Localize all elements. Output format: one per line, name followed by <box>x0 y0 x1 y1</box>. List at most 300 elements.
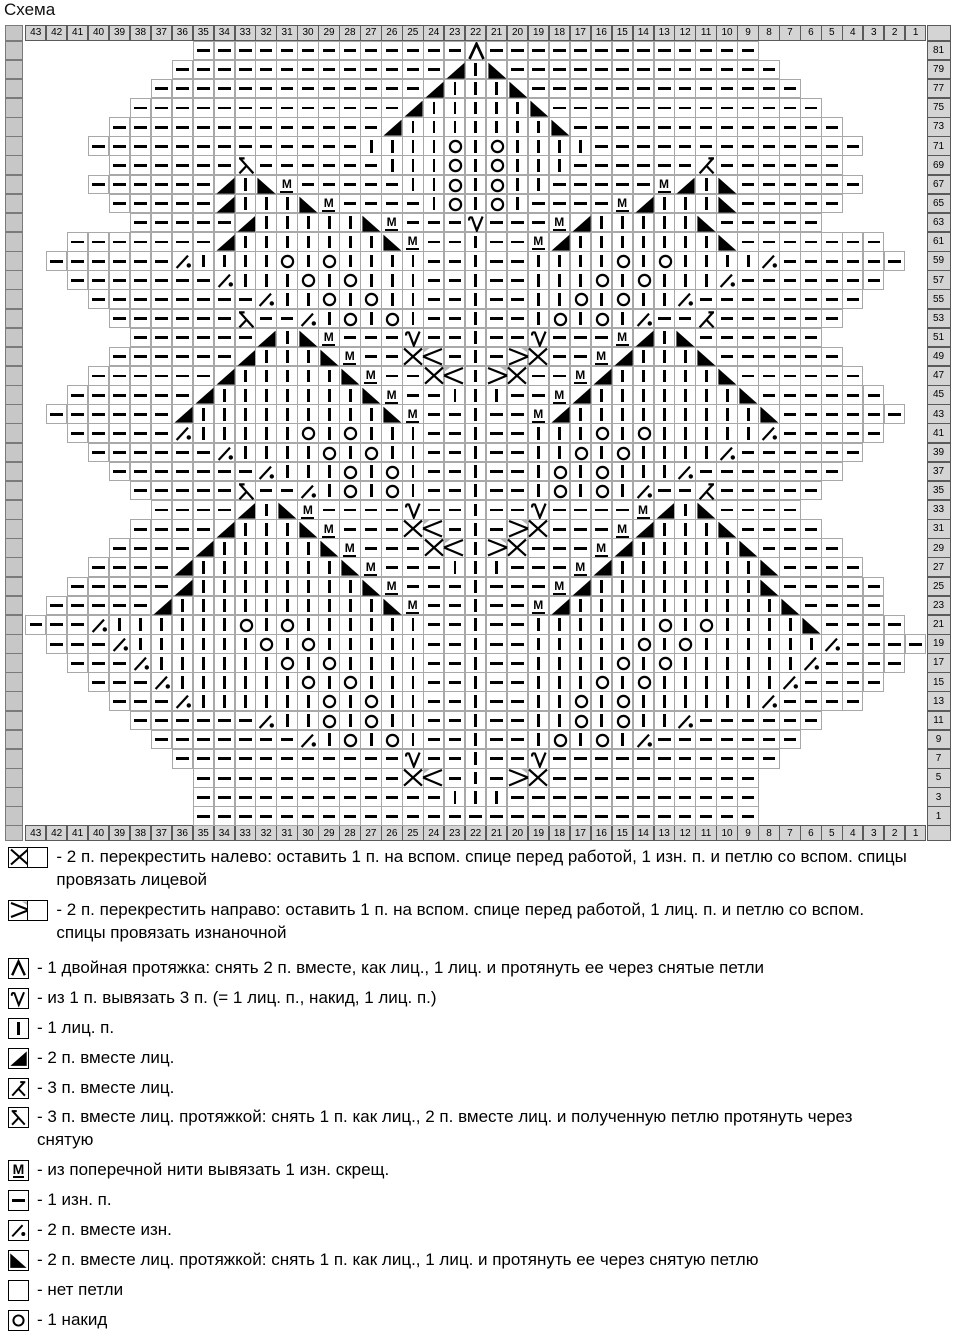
chart-cell <box>633 309 654 329</box>
purl-symbol <box>155 145 168 148</box>
chart-cell <box>528 538 549 558</box>
knit-symbol <box>495 121 498 134</box>
knit-symbol <box>537 312 540 325</box>
chart-cell <box>318 366 339 386</box>
chart-cell <box>339 577 360 597</box>
knit-symbol <box>391 446 394 459</box>
knit-symbol <box>474 580 477 593</box>
purl-symbol <box>71 643 84 646</box>
purl-symbol <box>679 68 692 71</box>
chart-cell <box>276 768 297 788</box>
purl-symbol <box>176 451 189 454</box>
chart-cell <box>381 117 402 137</box>
yarn-over-symbol <box>655 616 676 635</box>
chart-cell <box>674 423 695 443</box>
purl-symbol <box>407 547 420 550</box>
knit-symbol <box>474 772 477 785</box>
purl-symbol <box>490 509 503 512</box>
knit-symbol <box>181 657 184 670</box>
edge-cell <box>5 691 23 711</box>
purl-symbol <box>742 738 755 741</box>
column-number: 42 <box>46 825 67 841</box>
chart-cell <box>842 289 863 309</box>
knit-symbol <box>265 542 268 555</box>
purl-symbol <box>365 202 378 205</box>
purl-symbol <box>344 528 357 531</box>
chart-cell <box>67 270 88 290</box>
purl-symbol <box>595 107 608 110</box>
chart-cell <box>88 557 109 577</box>
crossing-box <box>507 519 549 538</box>
chart-cell <box>172 615 193 635</box>
chart-cell <box>674 481 695 501</box>
chart-cell <box>444 328 465 348</box>
chart-cell <box>612 806 633 826</box>
chart-cell <box>297 213 318 233</box>
purl-symbol <box>511 623 524 626</box>
chart-cell <box>716 289 737 309</box>
chart-cell <box>318 768 339 788</box>
chart-cell <box>800 117 821 137</box>
chart-cell <box>654 194 675 214</box>
row-number: 27 <box>927 557 951 577</box>
chart-cell <box>339 117 360 137</box>
chart-cell <box>423 98 444 118</box>
knit-symbol <box>642 236 645 249</box>
purl-symbol <box>407 815 420 818</box>
chart-cell <box>109 251 130 271</box>
purl-symbol <box>637 777 650 780</box>
purl-symbol <box>239 126 252 129</box>
chart-cell <box>486 653 507 673</box>
yarn-over-symbol <box>592 310 613 329</box>
chart-cell <box>109 347 130 367</box>
purl-symbol <box>637 164 650 167</box>
chart-cell <box>716 691 737 711</box>
chart-cell <box>172 289 193 309</box>
chart-cell <box>549 615 570 635</box>
purl-symbol <box>71 413 84 416</box>
knit-symbol <box>349 618 352 631</box>
purl-symbol <box>532 394 545 397</box>
chart-cell <box>318 462 339 482</box>
chart-cell <box>151 270 172 290</box>
chart-cell <box>758 404 779 424</box>
yarn-over-symbol <box>277 654 298 673</box>
chart-cell <box>591 634 612 654</box>
knit-symbol <box>705 178 708 191</box>
edge-cell <box>5 98 23 118</box>
purl-symbol <box>784 738 797 741</box>
purl-symbol <box>490 413 503 416</box>
legend-item <box>8 1017 956 1040</box>
chart-cell <box>821 691 842 711</box>
skp-symbol <box>717 195 738 214</box>
knit-symbol <box>244 427 247 440</box>
knit-symbol <box>307 236 310 249</box>
chart-cell <box>486 309 507 329</box>
chart-cell <box>758 634 779 654</box>
purl-symbol <box>218 221 231 224</box>
chart-cell <box>549 366 570 386</box>
chart-cell <box>758 538 779 558</box>
skp-symbol <box>675 329 696 348</box>
yarn-over-symbol <box>340 310 361 329</box>
p2tog-symbol <box>152 673 173 692</box>
chart-cell <box>172 79 193 99</box>
yarn-over-symbol <box>675 635 696 654</box>
chart-cell <box>779 270 800 290</box>
chart-cell <box>570 155 591 175</box>
chart-cell <box>507 443 528 463</box>
chart-cell <box>339 289 360 309</box>
knit-symbol <box>663 599 666 612</box>
purl-symbol <box>197 470 210 473</box>
sk2p-symbol <box>236 310 257 329</box>
purl-symbol <box>239 815 252 818</box>
chart-cell <box>633 577 654 597</box>
yarn-over-symbol <box>655 654 676 673</box>
chart-cell <box>276 232 297 252</box>
chart-cell <box>612 41 633 61</box>
chart-cell <box>339 175 360 195</box>
chart-cell <box>276 653 297 673</box>
knit-symbol <box>391 427 394 440</box>
knit-symbol <box>265 676 268 689</box>
chart-cell <box>570 404 591 424</box>
row-number: 75 <box>927 98 951 118</box>
purl-symbol <box>763 317 776 320</box>
chart-cell <box>444 711 465 731</box>
purl-symbol <box>490 700 503 703</box>
chart-cell <box>716 404 737 424</box>
knit-symbol <box>642 695 645 708</box>
chart-cell <box>402 175 423 195</box>
chart-cell <box>695 481 716 501</box>
chart-cell <box>507 385 528 405</box>
chart-cell <box>151 730 172 750</box>
chart-cell <box>255 443 276 463</box>
chart-cell <box>486 481 507 501</box>
chart-cell <box>591 806 612 826</box>
yarn-over-symbol <box>550 463 571 482</box>
chart-cell <box>507 577 528 597</box>
purl-symbol <box>490 623 503 626</box>
purl-symbol <box>407 87 420 90</box>
knit-symbol <box>286 714 289 727</box>
chart-cell <box>737 500 758 520</box>
chart-cell <box>737 672 758 692</box>
knit-symbol <box>286 197 289 210</box>
chart-cell <box>695 577 716 597</box>
chart-cell <box>360 634 381 654</box>
chart-cell <box>758 79 779 99</box>
chart-cell <box>779 347 800 367</box>
knit-symbol <box>579 255 582 268</box>
chart-cell <box>276 175 297 195</box>
chart-cell <box>737 691 758 711</box>
double-decrease-symbol <box>9 959 28 978</box>
knit-symbol <box>349 255 352 268</box>
purl-symbol <box>700 126 713 129</box>
chart-cell <box>339 404 360 424</box>
purl-symbol <box>449 49 462 52</box>
chart-cell <box>381 136 402 156</box>
edge-cell <box>5 711 23 731</box>
chart-cell <box>528 730 549 750</box>
purl-symbol <box>323 509 336 512</box>
row-number: 57 <box>927 270 951 290</box>
chart-cell <box>276 634 297 654</box>
chart-cell <box>507 175 528 195</box>
purl-symbol <box>679 738 692 741</box>
chart-cell <box>255 423 276 443</box>
purl-symbol <box>805 700 818 703</box>
column-number: 37 <box>151 825 172 841</box>
purl-symbol <box>721 815 734 818</box>
chart-cell <box>402 653 423 673</box>
chart-cell <box>549 309 570 329</box>
chart-cell <box>423 500 444 520</box>
chart-cell <box>570 615 591 635</box>
purl-symbol <box>763 298 776 301</box>
chart-cell <box>130 289 151 309</box>
chart-cell <box>549 270 570 290</box>
yarn-over-symbol <box>319 692 340 711</box>
purl-symbol <box>134 719 147 722</box>
purl-symbol <box>805 413 818 416</box>
chart-cell <box>486 404 507 424</box>
column-number: 32 <box>255 825 276 841</box>
I-legend-symbol <box>8 1018 29 1039</box>
chart-cell <box>402 117 423 137</box>
knit-symbol <box>328 618 331 631</box>
edge-cell <box>5 194 23 214</box>
purl-symbol <box>218 49 231 52</box>
knit-symbol <box>537 618 540 631</box>
purl-symbol <box>176 317 189 320</box>
chart-cell <box>800 232 821 252</box>
purl-symbol <box>50 604 63 607</box>
knit-symbol <box>663 676 666 689</box>
chart-cell <box>193 404 214 424</box>
purl-symbol <box>805 260 818 263</box>
chart-cell <box>193 711 214 731</box>
chart-cell <box>444 175 465 195</box>
knit-symbol <box>642 446 645 459</box>
k3tog-symbol <box>9 1079 28 1098</box>
chart-cell <box>423 443 444 463</box>
purl-symbol <box>511 662 524 665</box>
purl-symbol <box>658 796 671 799</box>
chart-cell <box>109 538 130 558</box>
chart-cell <box>528 691 549 711</box>
purl-symbol <box>742 107 755 110</box>
chart-cell <box>381 385 402 405</box>
legend-item <box>8 1159 956 1182</box>
chart-cell <box>528 117 549 137</box>
chart-cell <box>255 481 276 501</box>
knit-symbol <box>265 523 268 536</box>
chart-cell <box>255 596 276 616</box>
chart-cell <box>214 519 235 539</box>
chart-cell <box>465 232 486 252</box>
purl-symbol <box>826 470 839 473</box>
row-number: 77 <box>927 79 951 99</box>
chart-cell <box>297 232 318 252</box>
purl-symbol <box>155 432 168 435</box>
purl-symbol <box>574 68 587 71</box>
purl-symbol <box>281 87 294 90</box>
chart-cell <box>591 749 612 769</box>
chart-cell <box>486 519 507 539</box>
purl-symbol <box>532 49 545 52</box>
row-number: 3 <box>927 787 951 807</box>
chart-cell <box>863 634 884 654</box>
purl-symbol <box>92 451 105 454</box>
chart-cell <box>360 443 381 463</box>
legend-symbol-box <box>8 958 29 979</box>
chart-cell <box>214 711 235 731</box>
purl-symbol <box>490 681 503 684</box>
purl-symbol <box>218 298 231 301</box>
chart-cell <box>67 596 88 616</box>
purl-symbol <box>428 451 441 454</box>
column-number: 33 <box>235 825 256 841</box>
column-number: 13 <box>654 825 675 841</box>
chart-cell <box>402 251 423 271</box>
knit-symbol <box>286 695 289 708</box>
chart-cell <box>255 691 276 711</box>
purl-symbol <box>763 375 776 378</box>
knit-symbol <box>454 389 457 402</box>
knit-symbol <box>621 638 624 651</box>
chart-cell <box>381 404 402 424</box>
chart-cell <box>654 481 675 501</box>
column-number: 7 <box>779 825 800 841</box>
purl-symbol <box>868 681 881 684</box>
knit-symbol <box>474 236 477 249</box>
chart-cell <box>255 557 276 577</box>
yarn-over-symbol <box>340 424 361 443</box>
crossing-box <box>486 366 528 385</box>
chart-cell <box>339 79 360 99</box>
purl-symbol <box>637 796 650 799</box>
chart-cell <box>214 730 235 750</box>
purl-symbol <box>218 145 231 148</box>
chart-cell <box>863 270 884 290</box>
yarn-over-symbol <box>571 712 592 731</box>
chart-cell <box>381 519 402 539</box>
row-number: 39 <box>927 443 951 463</box>
chart-cell <box>528 672 549 692</box>
chart-cell <box>612 768 633 788</box>
chart-cell <box>444 194 465 214</box>
make1-symbol: M <box>386 215 397 230</box>
purl-symbol <box>574 355 587 358</box>
knit-symbol <box>705 446 708 459</box>
yarn-over-symbol <box>382 463 403 482</box>
column-number: 37 <box>151 25 172 41</box>
chart-cell <box>591 500 612 520</box>
chart-cell <box>716 557 737 577</box>
knit-symbol <box>747 618 750 631</box>
chart-cell <box>570 768 591 788</box>
knit-symbol <box>600 657 603 670</box>
purl-symbol <box>323 815 336 818</box>
purl-symbol <box>176 298 189 301</box>
purl-symbol <box>826 260 839 263</box>
chart-cell <box>716 538 737 558</box>
chart-cell <box>779 117 800 137</box>
chart-cell <box>549 347 570 367</box>
purl-symbol <box>176 336 189 339</box>
chart-cell <box>800 634 821 654</box>
chart-cell <box>779 251 800 271</box>
chart-cell <box>297 806 318 826</box>
crossing-box <box>507 347 549 366</box>
purl-symbol <box>888 623 901 626</box>
chart-cell <box>570 385 591 405</box>
knit-symbol <box>370 140 373 153</box>
purl-symbol <box>511 509 524 512</box>
purl-symbol <box>113 260 126 263</box>
knit-symbol <box>747 427 750 440</box>
purl-symbol <box>281 777 294 780</box>
purl-symbol <box>176 375 189 378</box>
chart-cell <box>633 443 654 463</box>
knit-symbol <box>349 714 352 727</box>
chart-cell <box>214 443 235 463</box>
purl-symbol <box>281 68 294 71</box>
chart-cell <box>821 175 842 195</box>
knit-symbol <box>307 293 310 306</box>
chart-cell <box>465 366 486 386</box>
yarn-over-symbol <box>340 482 361 501</box>
chart-cell <box>423 289 444 309</box>
chart-cell <box>674 155 695 175</box>
chart-cell <box>381 366 402 386</box>
chart-cell <box>633 232 654 252</box>
chart-cell <box>695 443 716 463</box>
chart-cell <box>109 672 130 692</box>
chart-cell <box>528 213 549 233</box>
chart-cell <box>339 41 360 61</box>
chart-cell <box>800 691 821 711</box>
make1-symbol: M <box>344 540 355 555</box>
chart-cell <box>758 232 779 252</box>
chart-cell <box>381 423 402 443</box>
knit-symbol <box>579 733 582 746</box>
knit-symbol <box>286 427 289 440</box>
chart-cell <box>674 309 695 329</box>
purl-symbol <box>700 757 713 760</box>
purl-symbol <box>302 87 315 90</box>
chart-cell <box>193 519 214 539</box>
chart-cell <box>444 691 465 711</box>
knit-symbol <box>663 714 666 727</box>
chart-cell <box>716 672 737 692</box>
knit-symbol <box>286 370 289 383</box>
edge-cell <box>5 519 23 539</box>
knit-symbol <box>370 408 373 421</box>
chart-cell <box>779 289 800 309</box>
chart-cell <box>549 730 570 750</box>
chart-cell <box>130 596 151 616</box>
row-number: 63 <box>927 213 951 233</box>
knit-symbol <box>768 638 771 651</box>
column-number: 38 <box>130 25 151 41</box>
